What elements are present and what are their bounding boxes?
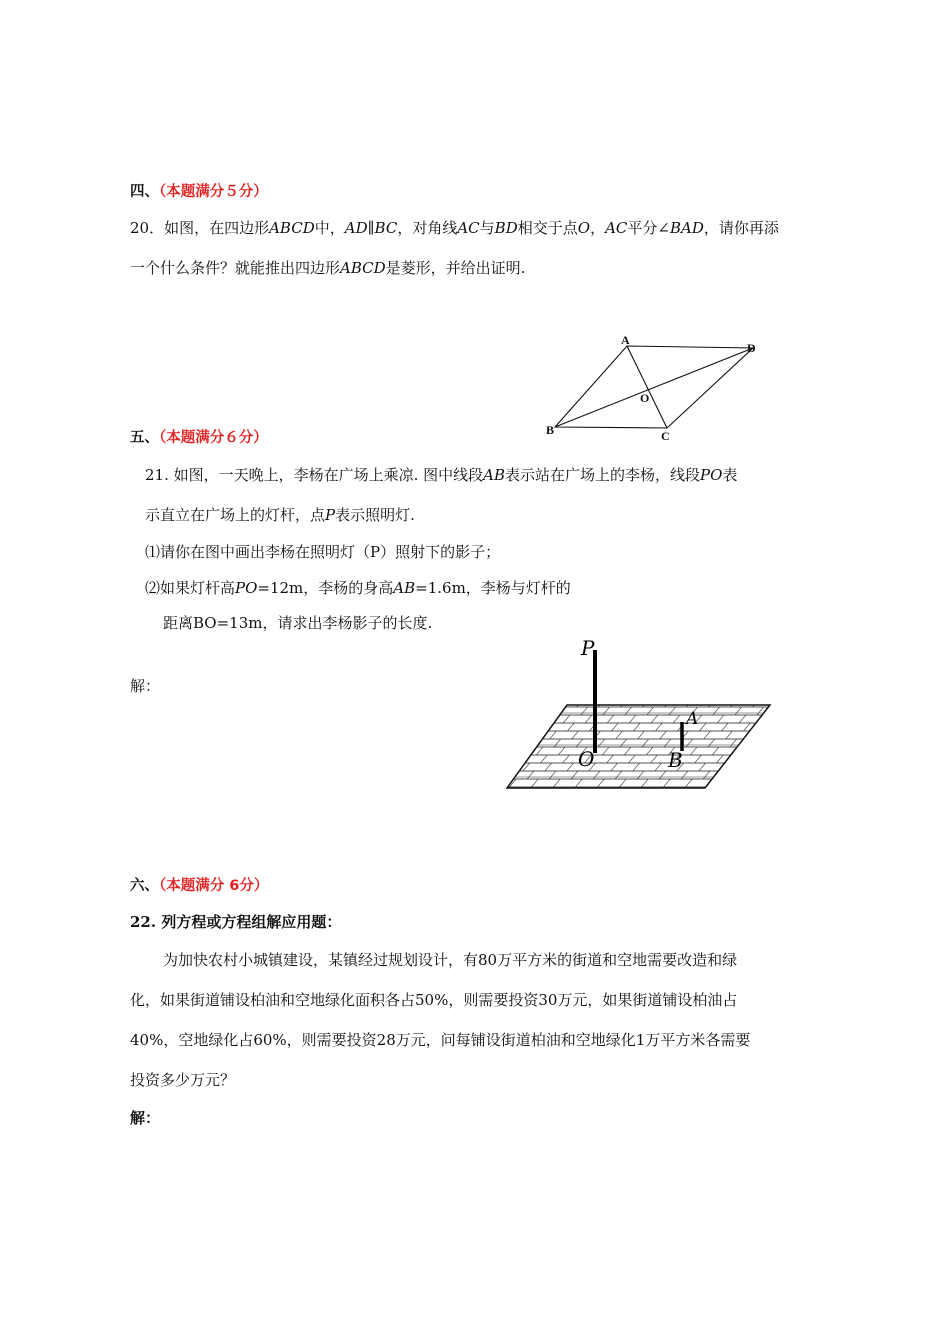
question-22-line-4: 投资多少万元？ <box>130 1071 236 1089</box>
math-var: AC <box>457 219 480 237</box>
label-b: B <box>668 748 683 772</box>
text: 与 <box>479 219 495 237</box>
text: 20．如图，在四边形 <box>130 219 270 237</box>
text: ⑴请你在图中画出李杨在照明灯（P）照射下的影子； <box>145 543 501 561</box>
label-a: A <box>621 333 630 347</box>
text: ，请你再添 <box>703 219 779 237</box>
label-b: B <box>546 423 555 437</box>
text: 距离BO=13m，请求出李杨影子的长度. <box>163 614 433 632</box>
text: 相交于点 <box>517 219 578 237</box>
text: =1.6m，李杨与灯杆的 <box>415 579 571 597</box>
score-label: （本题满分 6分） <box>159 878 269 894</box>
question-22-line-1: 为加快农村小城镇建设，某镇经过规划设计，有80万平方米的街道和空地需要改造和绿 <box>163 951 738 969</box>
section-number: 四、 <box>130 184 159 200</box>
text: ⑵如果灯杆高 <box>145 579 236 597</box>
answer-label-21: 解： <box>130 677 161 695</box>
score-label: （本题满分５分） <box>159 184 268 200</box>
lamp-post-figure <box>505 635 775 795</box>
section-4-heading <box>130 182 268 202</box>
math-var: AB <box>483 466 506 484</box>
math-var: ABCD <box>340 259 386 277</box>
math-var: BD <box>494 219 518 237</box>
question-20-line-1 <box>130 218 779 238</box>
diagonal-bd <box>555 348 753 427</box>
quadrilateral-figure <box>540 330 770 443</box>
math-var: ABCD <box>269 219 315 237</box>
text: ， <box>590 219 606 237</box>
text: 表 <box>722 466 738 484</box>
label-o: O <box>578 747 595 771</box>
question-22-line-3: 40%，空地绿化占60%，则需要投资28万元，问每铺设街道柏油和空地绿化1万平方米各需要 <box>130 1031 751 1049</box>
math-var: PO <box>235 579 258 597</box>
section-number: 六、 <box>130 878 159 894</box>
section-number: 五、 <box>130 430 159 446</box>
math-var: BAD <box>669 219 704 237</box>
label-c: C <box>661 429 670 443</box>
plaza-ground <box>507 705 770 788</box>
text: 表示站在广场上的李杨，线段 <box>505 466 701 484</box>
question-22-head: 22. 列方程或方程组解应用题： <box>130 913 342 931</box>
math-var: P <box>325 506 336 524</box>
question-21-line-1 <box>145 465 737 485</box>
question-20-line-2 <box>130 258 525 278</box>
math-var: AC <box>605 219 628 237</box>
text: 示直立在广场上的灯杆，点 <box>145 506 326 524</box>
text: ，对角线 <box>397 219 458 237</box>
question-21-part-1 <box>145 542 500 562</box>
question-21-part-2 <box>145 578 571 598</box>
section-6-heading <box>130 876 268 896</box>
diagonal-ac <box>627 346 667 428</box>
question-21-line-2 <box>145 505 415 525</box>
math-var: O <box>577 219 591 237</box>
score-label: （本题满分６分） <box>159 430 268 446</box>
text: =12m，李杨的身高 <box>257 579 394 597</box>
math-var: AD∥BC <box>344 219 398 237</box>
text: 21. 如图，一天晚上，李杨在广场上乘凉. 图中线段 <box>145 466 484 484</box>
label-a: A <box>686 709 699 729</box>
text: 是菱形，并给出证明. <box>385 259 526 277</box>
text: 中， <box>314 219 345 237</box>
question-22-line-2: 化，如果街道铺设柏油和空地绿化面积各占50%，则需要投资30万元，如果街道铺设柏油占 <box>130 991 738 1009</box>
label-d: D <box>747 341 756 355</box>
label-o: O <box>640 391 650 405</box>
math-var: AB <box>393 579 416 597</box>
text: 一个什么条件？就能推出四边形 <box>130 259 341 277</box>
math-var: PO <box>700 466 723 484</box>
question-21-part-2-cont <box>163 613 432 633</box>
section-5-heading <box>130 428 268 448</box>
answer-label-22: 解： <box>130 1109 161 1127</box>
text: 表示照明灯. <box>335 506 415 524</box>
label-p: P <box>581 636 595 660</box>
text: 平分∠ <box>627 219 670 237</box>
